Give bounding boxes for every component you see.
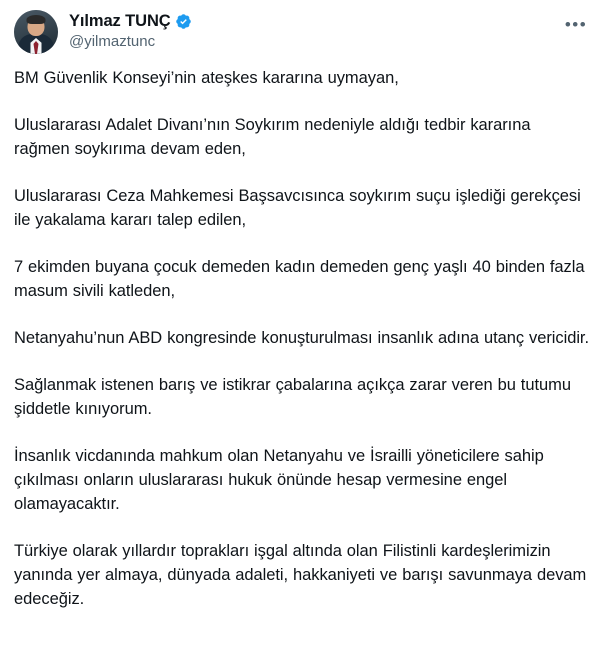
avatar[interactable] [14, 10, 58, 54]
avatar-hair [27, 15, 46, 24]
tweet-paragraph: Sağlanmak istenen barış ve istikrar çabalarına açıkça zarar veren bu tutumu şiddetle kınıyorum. [14, 376, 571, 418]
display-name-row [69, 11, 192, 31]
tweet-paragraph: Uluslararası Adalet Divanı’nın Soykırım nedeniyle aldığı tedbir kararına rağmen soykırıma devam eden, [14, 116, 531, 158]
display-name[interactable]: Yılmaz TUNÇ [69, 12, 171, 30]
tweet-paragraph: Netanyahu’nun ABD kongresinde konuşturulması insanlık adına utanç vericidir. [14, 329, 590, 347]
author-info [69, 10, 192, 52]
handle: @yilmaztunc [69, 33, 156, 50]
tweet-header [14, 10, 590, 54]
tweet-paragraph: İnsanlık vicdanında mahkum olan Netanyahu ve İsrailli yöneticilere sahip çıkılması onların uluslararası hukuk önünde hesap vermesine engel olamayacaktır. [14, 447, 544, 513]
more-options-icon[interactable]: ••• [564, 14, 588, 34]
tweet-paragraph: Türkiye olarak yıllardır toprakları işgal altında olan Filistinli kardeşlerimizin yanında yer almaya, dünyada adaleti, hakkaniyeti ve barışı savunmaya devam edeceğiz. [14, 542, 587, 608]
tweet-text [14, 66, 590, 611]
tweet-paragraph: 7 ekimden buyana çocuk demeden kadın demeden genç yaşlı 40 binden fazla masum sivili katleden, [14, 258, 585, 300]
tweet-paragraph: BM Güvenlik Konseyi’nin ateşkes kararına uymayan, [14, 69, 399, 87]
tweet-paragraph: Uluslararası Ceza Mahkemesi Başsavcısınca soykırım suçu işlediği gerekçesi ile yakalama kararı talep edilen, [14, 187, 581, 229]
verified-badge-icon [175, 13, 192, 30]
